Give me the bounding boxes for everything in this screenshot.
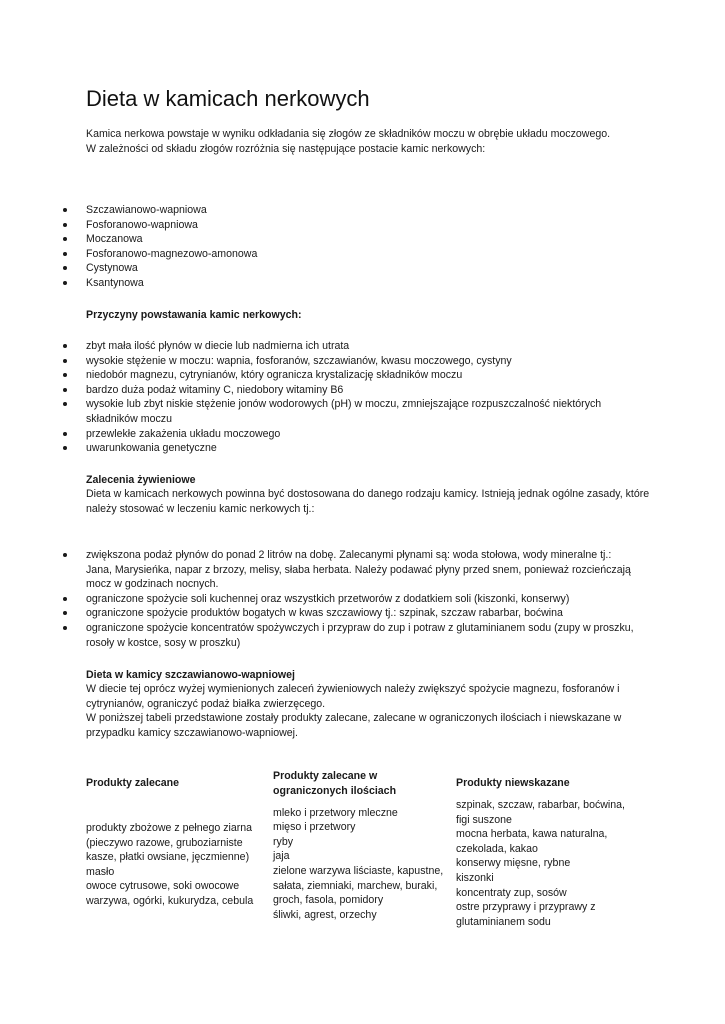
- list-item: wysokie stężenie w moczu: wapnia, fosforanów, szczawianów, kwasu moczowego, cystyny: [0, 354, 640, 369]
- list-item: przewlekłe zakażenia układu moczowego: [0, 427, 640, 442]
- causes-heading: Przyczyny powstawania kamic nerkowych:: [86, 309, 302, 321]
- list-item: Fosforanowo-wapniowa: [0, 218, 640, 233]
- table-cell: ryby: [273, 836, 294, 848]
- list-item: Moczanowa: [0, 232, 640, 247]
- table-cell: kiszonki: [456, 872, 494, 884]
- list-item: zwiększona podaż płynów do ponad 2 litrów na dobę. Zalecanymi płynami są: woda stołowa, wody mineralne tj.: Jana, Marysieńka, napar z brzozy, melisy, słaba herbata. Należy podawać płyny przed snem, ponieważ rozcieńczają mocz w godzinach nocnych.: [0, 548, 640, 592]
- list-item: ograniczone spożycie koncentratów spożywczych i przypraw do zup i potraw z glutaminianem sodu (zupy w proszku, rosoły w kostce, sosy w proszku): [0, 621, 640, 650]
- table-header: Produkty niewskazane: [456, 777, 570, 789]
- table-cell: szpinak, szczaw, rabarbar, boćwina, figi suszone: [456, 799, 625, 826]
- oxalate-paragraph: W poniższej tabeli przedstawione zostały produkty zalecane, zalecane w ograniczonych ilościach i niewskazane w przypadku kamicy szczawianowo-wapniowej.: [86, 712, 622, 739]
- page-title: Dieta w kamicach nerkowych: [86, 86, 370, 111]
- list-item: niedobór magnezu, cytrynianów, który ogranicza krystalizację składników moczu: [0, 368, 640, 383]
- intro-line: W zależności od składu złogów rozróżnia się następujące postacie kamic nerkowych:: [86, 142, 486, 155]
- list-item: Fosforanowo-magnezowo-amonowa: [0, 247, 640, 262]
- list-item: uwarunkowania genetyczne: [0, 441, 640, 456]
- table-cell: produkty zbożowe z pełnego ziarna (pieczywo razowe, gruboziarniste kasze, płatki owsiane, jęczmienne): [86, 822, 253, 864]
- table-cell: koncentraty zup, sosów: [456, 887, 567, 899]
- stone-types-list: [0, 203, 640, 291]
- list-item: Szczawianowo-wapniowa: [0, 203, 640, 218]
- oxalate-diet-heading: Dieta w kamicy szczawianowo-wapniowej: [86, 669, 295, 681]
- table-cell: zielone warzywa liściaste, kapustne, sałata, ziemniaki, marchew, buraki, groch, fasola, pomidory: [273, 865, 444, 907]
- causes-list: [0, 339, 640, 456]
- table-cell: mięso i przetwory: [273, 821, 356, 833]
- list-item: Ksantynowa: [0, 276, 640, 291]
- oxalate-paragraph: W diecie tej oprócz wyżej wymienionych zaleceń żywieniowych należy zwiększyć spożycie magnezu, fosforanów i cytrynianów, ograniczyć podaż białka zwierzęcego.: [86, 683, 620, 710]
- recommendations-intro: Dieta w kamicach nerkowych powinna być dostosowana do danego rodzaju kamicy. Istnieją jednak ogólne zasady, które należy stosować w leczeniu kamic nerkowych tj.:: [86, 488, 650, 515]
- table-cell: ostre przyprawy i przyprawy z glutaminianem sodu: [456, 901, 596, 928]
- intro-paragraph: [86, 127, 656, 156]
- list-item: wysokie lub zbyt niskie stężenie jonów wodorowych (pH) w moczu, zmniejszające rozpuszczalność niektórych składników moczu: [0, 397, 640, 426]
- oxalate-diet-text: [86, 682, 646, 740]
- table-cell: jaja: [273, 850, 290, 862]
- table-cell: śliwki, agrest, orzechy: [273, 909, 377, 921]
- list-item: ograniczone spożycie soli kuchennej oraz wszystkich przetworów z dodatkiem soli (kiszonki, konserwy): [0, 592, 640, 607]
- list-item: bardzo duża podaż witaminy C, niedobory witaminy B6: [0, 383, 640, 398]
- table-cell: masło: [86, 866, 115, 878]
- table-cell: owoce cytrusowe, soki owocowe warzywa, ogórki, kukurydza, cebula: [86, 880, 254, 907]
- table-header: Produkty zalecane: [86, 777, 180, 789]
- intro-line: Kamica nerkowa powstaje w wyniku odkładania się złogów ze składników moczu w obrębie układu moczowego.: [86, 128, 611, 140]
- table-header: Produkty zalecane w ograniczonych ilościach: [273, 770, 397, 797]
- list-item: ograniczone spożycie produktów bogatych w kwas szczawiowy tj.: szpinak, szczaw rabarbar, boćwina: [0, 606, 640, 621]
- list-item: zbyt mała ilość płynów w diecie lub nadmierna ich utrata: [0, 339, 640, 354]
- list-item: Cystynowa: [0, 261, 640, 276]
- table-cell: mocna herbata, kawa naturalna, czekolada, kakao: [456, 828, 608, 855]
- table-cell: konserwy mięsne, rybne: [456, 857, 571, 869]
- table-cell: mleko i przetwory mleczne: [273, 807, 398, 819]
- recommendations-list: [0, 548, 640, 650]
- recommendations-heading: Zalecenia żywieniowe: [86, 474, 196, 486]
